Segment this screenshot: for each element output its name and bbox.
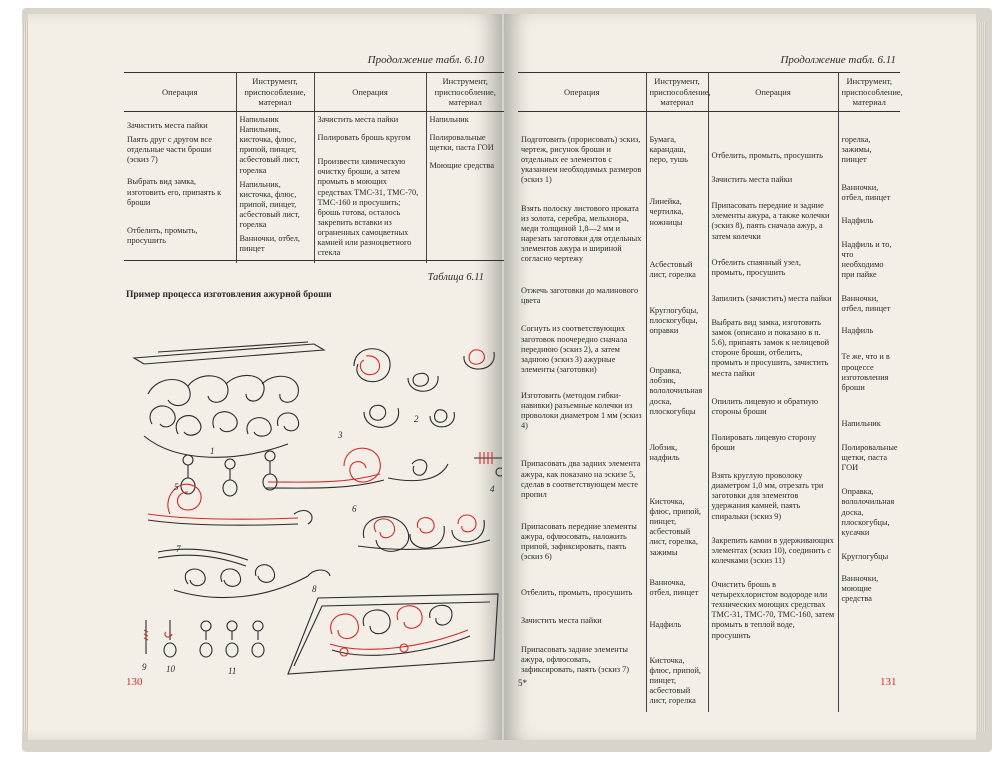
list-item: горелка, зажимы, пинцет [841, 135, 872, 165]
list-item: Асбестовый лист, горелка [649, 259, 696, 279]
list-item: Подготовить (прорисовать) эскиз, чертеж, рисунок броши и отдельных ее элементов с указанием необходимых размеров (эскиз 1) [521, 135, 642, 185]
page-number-left: 130 [126, 676, 143, 688]
list-item: Оправка, вололочильная доска, плоскогубцы, кусачки [841, 487, 895, 537]
header-operation-2: Операция [708, 73, 838, 112]
list-item: Зачистить места пайки [711, 175, 793, 185]
list-item: Зачистить места пайки [317, 115, 399, 124]
list-item: Полировальные щетки, паста ГОИ [841, 442, 898, 473]
list-item: Припасовать задние элементы ажура, офлюсовать, зафиксировать, паять (эскиз 7) [521, 644, 630, 674]
list-item: Припасовать передние элементы ажура, офлюсовать, наложить припой, зафиксировать, паять (эскиз 6) [521, 521, 637, 562]
list-item: Линейка, чертилка, ножницы [649, 197, 684, 227]
sketch-6-element [358, 515, 490, 551]
brooch-sketches-illustration [118, 314, 502, 694]
list-item: Взять полоску листового проката из золота, серебра, мельхиора, меди толщиной 1,8—2 мм и нарезать заготовки для отдельных элементов ажура и шириной согласно чертежу [521, 203, 642, 264]
list-item: Ванночки, отбел, пинцет [841, 294, 891, 314]
list-item: Отбелить спаянный узел, промыть, просушить [711, 257, 801, 277]
figure-number: 9 [142, 662, 147, 672]
list-item: Напильник [841, 418, 881, 428]
list-item: Зачистить места пайки [521, 616, 602, 626]
list-item: Надфиль [841, 215, 874, 225]
table-header-row [124, 73, 504, 112]
list-item: Взять круглую проволоку диаметром 1,0 мм, отрезать три заготовки для элементов удержания камней, паять спиральки (эскиз 9) [711, 471, 824, 521]
table-header-row [518, 73, 900, 112]
figure-number: 7 [176, 544, 181, 554]
figure-number: 11 [228, 666, 237, 676]
figure-number: 6 [352, 504, 357, 514]
figure-number: 2 [414, 414, 419, 424]
list-item: Надфиль [841, 326, 874, 336]
sketch-1-brooch [144, 375, 299, 496]
list-item: Припасовать передние и задние элементы ажура, а также колечки (эскиз 8), паять сначала ажур, а затем колечки [711, 201, 830, 241]
left-continuation-title: Продолжение табл. 6.10 [367, 54, 484, 66]
list-item: Кисточка, флюс, припой, пинцет, асбестовый лист, горелка, зажимы [649, 496, 701, 557]
col-tools [236, 112, 314, 264]
sketch-3-spiral [266, 448, 448, 488]
list-item: Напильник [429, 115, 469, 124]
figure-number: 8 [312, 584, 317, 594]
page-number-right: 131 [880, 676, 897, 688]
table-row [518, 112, 900, 712]
list-item: Полировальные щетки, паста ГОИ [429, 133, 494, 153]
header-operation-2: Операция [314, 73, 426, 112]
list-item: Ванночки, отбел, пинцет [239, 234, 300, 254]
table-end-rule [124, 260, 504, 261]
figure-number: 5 [174, 482, 179, 492]
header-tool-1: Инструмент, приспособление, материал [236, 73, 314, 112]
list-item: Оправка, лобзик, вололочильная доска, плоскогубцы [649, 366, 703, 416]
col-tools [646, 112, 708, 712]
col-operations [124, 112, 236, 264]
figure-number: 3 [338, 430, 343, 440]
header-tool-1: Инструмент, приспособление, материал [646, 73, 708, 112]
list-item: Выбрать вид замка, изготовить замок (описано и показано в п. 5.6), припаять замок к нелицевой стороне броши, отбелить, промыть и просушить, зачистить места пайки [711, 317, 830, 378]
header-tool-2: Инструмент, приспособление, материал [426, 73, 504, 112]
table-row [124, 112, 504, 264]
list-item: Зачистить места пайки [127, 121, 208, 130]
list-item: Лобзик, надфиль [649, 442, 680, 462]
list-item: Опилить лицевую и обратную стороны броши [711, 396, 819, 416]
right-continuation-title: Продолжение табл. 6.11 [780, 54, 896, 66]
list-item: Надфиль [649, 619, 682, 629]
signature-mark: 5* [518, 678, 527, 688]
col-tools [426, 112, 504, 264]
figure-number: 4 [490, 484, 495, 494]
list-item: Закрепить камни в удерживающих элементах (эскиз 10), соединить с колечками (эскиз 11) [711, 535, 834, 565]
header-tool-2: Инструмент, приспособление, материал [838, 73, 900, 112]
table-label: Таблица 6.11 [427, 272, 484, 283]
list-item: Напильник, кисточка, флюс, припой, пинцет, асбестовый лист, горелка [239, 125, 300, 175]
list-item: Произвести химическую очистку броши, а затем промыть в моющих средствах ТМС-31, ТМС-70, ТМС-160 и просушить; брошь готова, осталось закрепить вставки из ограненных самоцветных камней или разноцветного стекла [317, 157, 419, 258]
list-item: Напильник, кисточка, флюс, припой, пинцет, асбестовый лист, горелка [239, 179, 300, 230]
list-item: Согнуть из соответствующих заготовок поочередно сначала переднюю (эскиз 2), а затем заднюю (эскиз 3) ажурные элементы (заготовки) [521, 324, 628, 374]
figure-caption: Пример процесса изготовления ажурной броши [126, 290, 332, 300]
list-item: Ванночка, отбел, пинцет [649, 577, 699, 597]
list-item: Припасовать два задних элемента ажура, как показано на эскизе 5, сделав в соответствующем месте пропил [521, 459, 641, 499]
list-item: Отбелить, промыть, просушить [521, 588, 633, 598]
sketch-8-assembly [288, 594, 498, 674]
list-item: Те же, что и в процессе изготовления броши [841, 352, 890, 392]
col-operations [708, 112, 838, 712]
col-operations [314, 112, 426, 264]
sketch-2-spirals [354, 349, 494, 428]
list-item: Надфиль и то, что необходимо при пайке [841, 239, 892, 279]
list-item: Моющие средства [429, 161, 495, 171]
sketch-7-element [158, 549, 330, 597]
open-book [8, 8, 994, 754]
list-item: Ванночки, моющие средства [841, 573, 879, 604]
figure-number: 1 [210, 446, 215, 456]
right-operations-table [518, 72, 903, 712]
list-item: Запилить (зачистить) места пайки [711, 293, 832, 303]
list-item: Очистить брошь в четыреххлористом водороде или технических моющих средствах ТМС-31, ТМС-70, ТМС-160, затем промыть в теплой воде, просушить [711, 579, 835, 640]
list-item: Кисточка, флюс, припой, пинцет, асбестовый лист, горелка [649, 655, 701, 706]
left-operations-table [124, 72, 504, 263]
sketch-4-coil [474, 452, 502, 476]
list-item: Напильник [239, 115, 279, 124]
col-operations [518, 112, 646, 712]
list-item: Полировать брошь кругом [317, 133, 411, 143]
sketch-9-10-11-holders [144, 620, 264, 657]
list-item: Отжечь заготовки до малинового цвета [521, 286, 639, 306]
list-item: Круглогубцы [841, 551, 889, 561]
list-item: Полировать лицевую сторону броши [711, 432, 817, 452]
header-operation-1: Операция [564, 86, 600, 97]
list-item: Бумага, карандаш, перо, тушь [649, 135, 688, 165]
header-operation-1: Операция [162, 86, 198, 97]
list-item: Круглогубцы, плоскогубцы, оправки [649, 305, 699, 336]
list-item: Изготовить (методом гибки-навивки) разъемные колечки из проволоки диаметром 1 мм (эскиз 4) [521, 390, 642, 431]
sketch-5-element [148, 484, 312, 525]
figure-number: 10 [166, 664, 175, 674]
list-item: Выбрать вид замка, изготовить его, припаять к броши [127, 177, 222, 207]
col-tools [838, 112, 900, 712]
list-item: Отбелить, промыть, просушить [127, 225, 198, 245]
right-page [504, 14, 976, 740]
list-item: Ванночки, отбел, пинцет [841, 183, 891, 203]
list-item: Отбелить, промыть, просушить [711, 151, 823, 160]
list-item: Паять друг с другом все отдельные части броши (эскиз 7) [127, 135, 212, 165]
left-page [28, 14, 502, 740]
